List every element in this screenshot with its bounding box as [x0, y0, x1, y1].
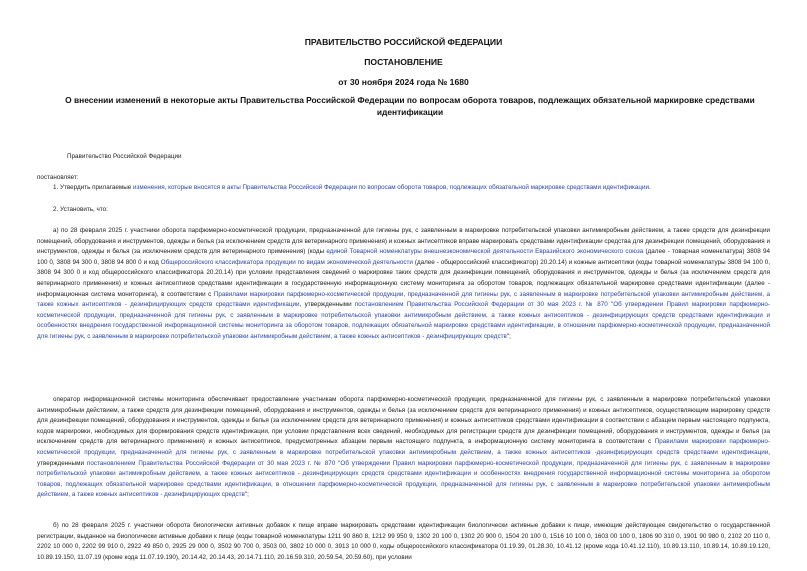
document-title: О внесении изменений в некоторые акты Правительства Российской Федерации по вопросам оборота товаров, подлежащих обязательной маркировке средствами идентификации: [65, 95, 755, 117]
marking-rules-link-2[interactable]: Правилами маркировки парфюмерно-косметической продукции, предназначенной для гигиены рук, с заявленным в маркировке потребительской упаковки антимикробным действием, а также кожных антисептиков -дезинфицирующих средств средствами идентификации: [37, 438, 770, 456]
tnved-link[interactable]: единой Товарной номенклатуры внешнеэкономической деятельности Евразийского экономического союза: [326, 248, 644, 256]
item-1: [53, 183, 651, 194]
paragraph-a-text-5: ";: [506, 332, 511, 340]
paragraph-operator-text-2: , утвержденными: [37, 448, 770, 467]
paragraph-a-text-2: (далее - товарная номенклатура) 3808 94 100 0, 3808 94 300 0, 3808 94 800 0 и код: [37, 248, 771, 266]
paragraph-a: [37, 226, 770, 343]
preamble-resolves: постановляет:: [37, 174, 79, 181]
document-date-number: от 30 ноября 2024 года № 1680: [338, 77, 469, 87]
paragraph-a-text-3: (далее - общероссийский классификатор) 20.20.14) и кожные антисептики (коды товарной номенклатуры 3808 94 100 0, 3808 94 300 0 и код общероссийского классификатора 20.20.14) при условии представления сведений о маркировке таких средств для дезинфекции помещений, оборудования и инструментов, одежды и белья (за исключением средств для ветеринарного применения) и кожных антисептиков средствами идентификации в государственную информационную систему мониторинга за оборотом товаров, подлежащих обязательной маркировке средствами идентификации (далее - информационная система мониторинга), в соответствии с: [37, 258, 770, 298]
paragraph-a-text-1: а) по 28 февраля 2025 г. участники оборота парфюмерно-косметической продукции, предназначенной для гигиены рук, с заявленным в маркировке потребительской упаковки антимикробным действием, а также средств для дезинфекции помещений, оборудования и инструментов, одежды и белья (за исключением средств для ветеринарного применения) и кожных антисептиков вправе маркировать средствами идентификации средства для дезинфекции помещений, оборудования и инструментов, одежды и белья (за исключением средств для ветеринарного применения) (коды: [37, 227, 770, 256]
okpd2-link[interactable]: Общероссийского классификатора продукции по видам экономической деятельности: [160, 258, 413, 266]
item-1-prefix: 1. Утвердить прилагаемые: [53, 184, 133, 191]
item-1-suffix: .: [649, 184, 651, 191]
paragraph-operator-text-3: ";: [244, 491, 249, 499]
paragraph-b: б) по 28 февраля 2025 г. участники оборота биологически активных добавок к пище вправе маркировать средствами идентификации биологически активные добавки к пище, имеющие действующее свидетельство о государственной регистрации, выданное на биологически активные добавки к пище (коды товарной номенклатуры 1211 90 860 8, 1212 99 950 9, 1302 20 100 0, 1302 20 900 0, 1504 20 100 0, 1516 10 100 0, 1603 00 100 0, 1806 90 310 0, 1901 90 980 0, 2102 20 110 0, 2202 10 000 0, 2202 99 910 0, 2922 49 850 0, 2925 29 000 0, 3502 90 700 0, 3503 00, 3802 10 000 0, 3913 10 000 0, коды общероссийского классификатора 01.19.39, 01.28.30, 10.41.12 (кроме кода 10.41.12.110), 10.89.13.110, 10.89.14, 10.89.19.120, 10.89.19.150, 11.07.19 (кроме кода 11.07.19.190), 20.14.42, 20.14.43, 20.14.71.110, 20.16.59.310, 20.59.54, 20.59.60), при условии: [37, 522, 770, 561]
preamble-authority: Правительство Российской Федерации: [67, 153, 182, 160]
government-header: ПРАВИТЕЛЬСТВО РОССИЙСКОЙ ФЕДЕРАЦИИ: [304, 37, 503, 47]
resolution-870-link[interactable]: постановлением Правительства Российской Федерации от 30 мая 2023 г. № 870 "Об утверждении Правил маркировки парфюмерно-косметической продукции, предназначенной для гигиены рук, с заявленным в маркировке потребительской упаковки антимикробным действием, а также кожных антисептиков - дезинфицирующих средств средствами идентификации и особенностях внедрения государственной информационной системы мониторинга за оборотом товаров, подлежащих обязательной маркировке средствами идентификации, в отношении парфюмерно-косметической продукции, предназначенной для гигиены рук, с заявленным в маркировке потребительской упаковки антимикробным действием, а также кожных антисептиков - дезинфицирующих средств: [37, 301, 770, 340]
amendments-link[interactable]: изменения, которые вносятся в акты Правительства Российской Федерации по вопросам оборота товаров, подлежащих обязательной маркировке средствами идентификации: [133, 184, 650, 191]
resolution-870-link-2[interactable]: постановлением Правительства Российской Федерации от 30 мая 2023 г. № 870 "Об утверждении Правил маркировки парфюмерно-косметической продукции, предназначенной для гигиены рук, с заявленным в маркировке потребительской упаковки антимикробным действием, а также кожных антисептиков - дезинфицирующих средств средствами идентификации и особенностях внедрения государственной информационной системы мониторинга за оборотом товаров, подлежащих обязательной маркировке средствами идентификации, в отношении парфюмерно-косметической продукции, предназначенной для гигиены рук, с заявленным в маркировке потребительской упаковки антимикробным действием, а также кожных антисептиков - дезинфицирующих средств: [37, 459, 770, 499]
paragraph-a-text-4: , утвержденными: [299, 301, 355, 309]
marking-rules-link[interactable]: Правилами маркировки парфюмерно-косметической продукции, предназначенной для гигиены рук, с заявленным в маркировке потребительской упаковки антимикробным действием, а также кожных антисептиков - дезинфицирующих средств средствами идентификации: [37, 290, 770, 309]
paragraph-operator: [37, 395, 770, 501]
document-type: ПОСТАНОВЛЕНИЕ: [364, 57, 443, 67]
paragraph-operator-text-1: оператор информационной системы мониторинга обеспечивает предоставление участникам оборота парфюмерно-косметической продукции, предназначенной для гигиены рук, с заявленным в маркировке потребительской упаковки антимикробным действием, а также средств для дезинфекции помещений, оборудования и инструментов, одежды и белья (за исключением средств для ветеринарного применения) и кожных антисептиков, осуществляющим маркировку средств для дезинфекции помещений, оборудования и инструментов, одежды и белья (за исключением средств для ветеринарного применения) и кожных антисептиков средствами идентификации в соответствии с абзацем первым настоящего подпункта, кодов маркировки, необходимых для формирования средств идентификации, при условии представления всех сведений, необходимых для регистрации средств для дезинфекции помещений, оборудования и инструментов, одежды и белья (за исключением средств для ветеринарного применения) и кожных антисептиков, предусмотренных абзацем первым настоящего подпункта, в информационную систему мониторинга в соответствии с: [37, 396, 770, 446]
item-2: 2. Установить, что:: [53, 206, 108, 213]
